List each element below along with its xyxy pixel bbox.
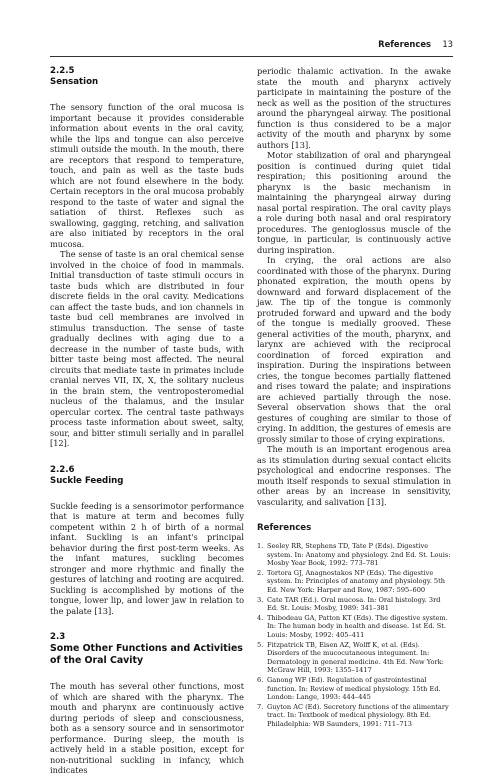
reference-number: 2. [257, 568, 264, 577]
section-number-2-2-5: 2.2.5 [50, 66, 75, 76]
references-heading: References [257, 523, 312, 533]
reference-number: 6. [257, 675, 264, 684]
reference-text: Ganong WF (Ed). Regulation of gastrointestinal function. In: Review of medical physiology. 15th Ed. London: Lange, 1993: 444–445 [267, 675, 441, 702]
section-number-2-3: 2.3 [50, 632, 66, 642]
reference-text: Seeley RR, Stephens TD, Tate P (Eds). Digestive system. In: Anatomy and physiology. 2nd Ed. St. Louis: Mosby Year Book, 1992: 773–781 [267, 542, 451, 568]
paragraph: The mouth has several other functions, most of which are shared with the pharynx. The mouth and pharynx are continuously active during periods of sleep and consciousness, both as a sensory source and in sensorimotor performance. During sleep, the mouth is actively held in a stable position, except for non-nutritional suckling in infancy, which indicates [50, 681, 244, 775]
reference-item [257, 676, 451, 702]
paragraph: In crying, the oral actions are also coordinated with those of the pharynx. During phonated expiration, the mouth opens by downward and forward displacement of the jaw. The tip of the tongue is commonly protruded forward and upward and the body of the tongue is medially grooved. These general activities of the mouth, pharynx, and larynx are achieved with the reciprocal coordination of forced expiration and inspiration. During the inspirations between cries, the tongue becomes partially flattened and rises toward the palate; and inspirations are achieved partially through the nose. Several observation shows that the oral gestures of coughing are similar to those of crying. In addition, the gestures of emesis are grossly similar to those of crying expirations. [257, 255, 451, 444]
paragraph: Motor stabilization of oral and pharyngeal position is continued during quiet tidal respiration; this positioning around the pharynx is the basic mechanism in maintaining the pharyngeal airway during nasal portal respiration. The oral cavity plays a role during both nasal and oral respiratory procedures. The genioglossus muscle of the tongue, in particular, is continuously active during inspiration. [257, 150, 451, 255]
section-title-line: Some Other Functions and Activities [50, 643, 243, 654]
reference-number: 7. [257, 702, 264, 711]
reference-number: 1. [257, 542, 264, 550]
right-column [257, 66, 451, 729]
paragraph: Suckle feeding is a sensorimotor performance that is mature at term and becomes fully competent within 2 h of birth of a normal infant. Suckling is an infant's principal behavior during the first post-term weeks. As the infant matures, suckling becomes stronger and more rhythmic and finally the gestures of latching and rooting are acquired. Suckling is accomplished by motions of the tongue, lower lip, and lower jaw in relation to the palate [13]. [50, 500, 244, 616]
reference-text: Fitzpatrick TB, Eisen AZ, Wolff K, et al. (Eds). Disorders of the mucocutaneous integument. In: Dermatology in general medicine. 4th Ed. New York: McGraw Hill, 1993: 1355–1417 [267, 640, 444, 675]
section-title-line: of the Oral Cavity [50, 655, 144, 666]
reference-text: Tortora GJ, Anagnostakos NP (Eds). The digestive system. In: Principles of anatomy and physiology. 5th Ed. New York: Harper and Row, 1987: 595–600 [267, 568, 446, 594]
reference-number: 5. [257, 640, 264, 649]
section-title-suckle-feeding: Suckle Feeding [50, 475, 124, 486]
reference-text: Guyton AC (Ed). Secretory functions of the alimentary tract. In: Textbook of medical physiology. 8th Ed. Philadelphia: WB Saunders, 1991: 711–713 [267, 702, 449, 728]
reference-number: 3. [257, 595, 264, 604]
section-title-other-functions [50, 643, 244, 667]
section-title-sensation: Sensation [50, 77, 99, 87]
running-head-title: References [378, 39, 431, 49]
reference-item [257, 596, 451, 613]
reference-text: Cate TAR (Ed.). Oral mucosa. In: Oral histology. 3rd Ed. St. Louis: Mosby, 1989: 341–381 [267, 595, 441, 613]
reference-item [257, 542, 451, 568]
reference-number: 4. [257, 613, 264, 622]
paragraph: The sense of taste is an oral chemical sense involved in the choice of food in mammals. Initial transduction of taste stimuli occurs in taste buds which are distributed in four discrete fields in the oral cavity. Medications can affect the taste buds, and ion channels in taste bud cell membranes are involved in stimulus transduction. The sense of taste gradually declines with aging due to a decrease in the number of taste buds, with bitter taste being most affected. The neural circuits that mediate taste in primates include cranial nerves VII, IX, X, the solitary nucleus in the brain stem, the ventroposteromedial nucleus of the thalamus, and the insular opercular cortex. The central taste pathways process taste information about sweet, salty, sour, and bitter stimuli serially and in parallel [12]. [50, 249, 244, 448]
section-number-2-2-6: 2.2.6 [50, 464, 75, 475]
reference-item [257, 569, 451, 595]
paragraph: The mouth is an important erogenous area as its stimulation during sexual contact elicits psychological and endocrine responses. The mouth itself responds to sexual stimulation in other areas by an increase in sensitivity, vascularity, and salivation [13]. [257, 444, 451, 507]
left-column [50, 66, 244, 776]
reference-text: Thibodeau GA, Patton KT (Eds). The digestive system. In: The human body in health and disease. 1st Ed. St. Louis: Mosby, 1992: 405–411 [267, 613, 448, 639]
running-head [50, 37, 453, 57]
paragraph: The sensory function of the oral mucosa is important because it provides considerable information about events in the oral cavity, while the lips and tongue can also perceive stimuli outside the mouth. In the mouth, there are receptors that respond to temperature, touch, and pain as well as the taste buds which are not found elsewhere in the body. Certain receptors in the oral mucosa probably respond to the taste of water and signal the satiation of thirst. Reflexes such as swallowing, gagging, retching, and salivation are also initiated by receptors in the oral mucosa. [50, 102, 244, 249]
paragraph: periodic thalamic activation. In the awake state the mouth and pharynx actively participate in maintaining the posture of the neck as well as the position of the structures around the pharyngeal airway. The positional function is thus considered to be a major activity of the mouth and pharynx by some authors [13]. [257, 66, 451, 150]
reference-item [257, 703, 451, 729]
page-number: 13 [442, 39, 453, 49]
reference-item [257, 614, 451, 640]
reference-item [257, 641, 451, 675]
references-list [257, 542, 451, 728]
